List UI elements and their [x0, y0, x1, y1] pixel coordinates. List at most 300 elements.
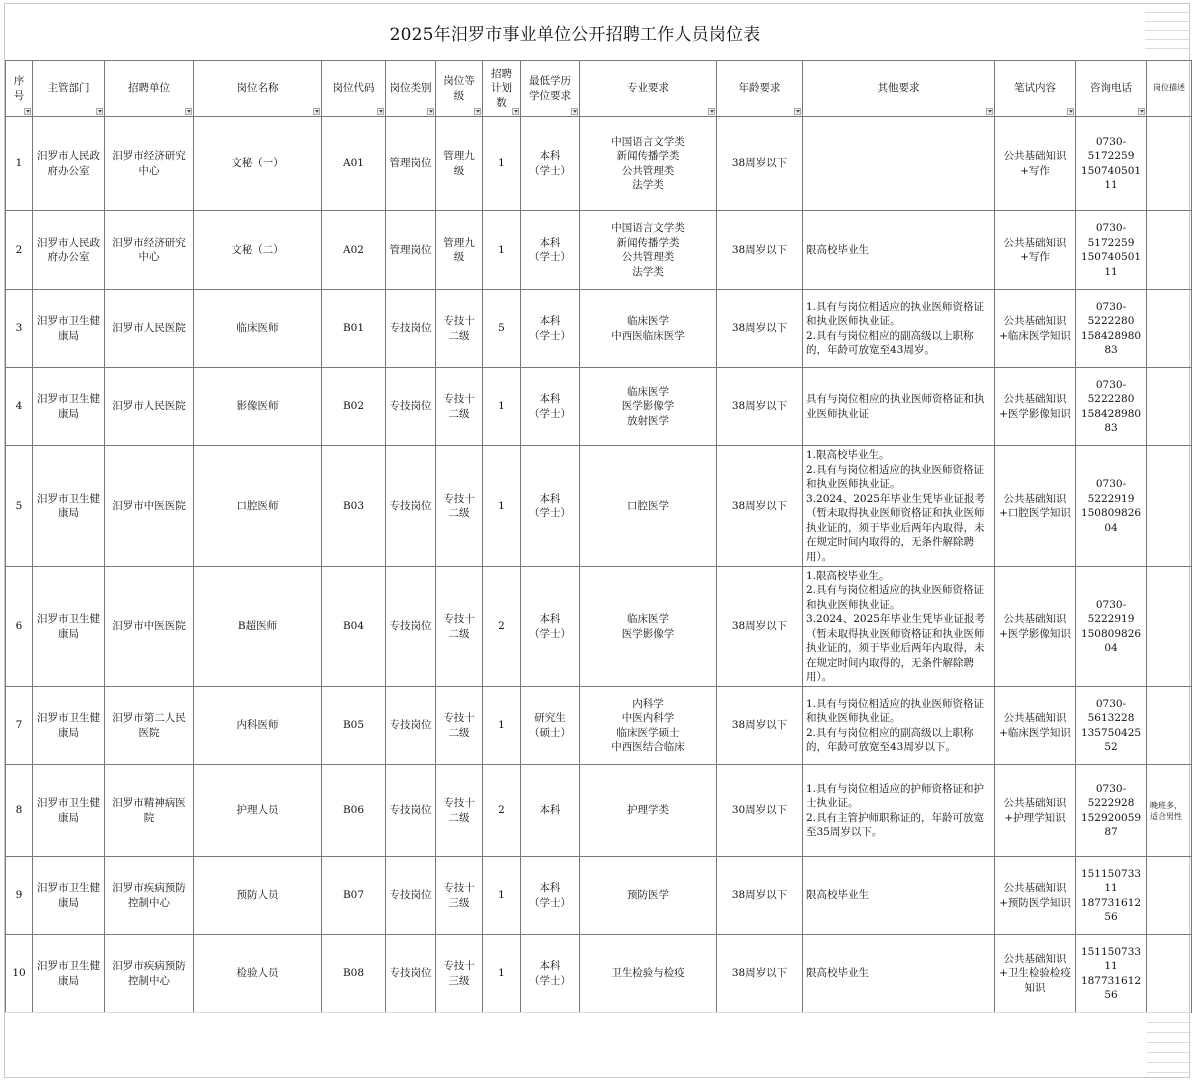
cell-exam — [995, 567, 1076, 687]
cell-text: 预防人员 — [236, 889, 279, 902]
cell-text: 汨罗市中医医院 — [112, 620, 186, 633]
cell-unit — [105, 211, 194, 290]
cell-phone — [1076, 117, 1147, 211]
cell-text: B03 — [342, 499, 365, 512]
cell-other — [803, 446, 995, 567]
cell-text: 口腔医学 — [627, 499, 669, 512]
filter-dropdown-icon[interactable] — [1138, 108, 1145, 115]
cell-edu — [521, 857, 580, 935]
cell-text: 本科 （学士） — [529, 150, 571, 177]
cell-major — [580, 211, 717, 290]
cell-text: 本科 （学士） — [529, 613, 571, 640]
cell-text: 汨罗市人民政府办公室 — [37, 150, 100, 177]
cell-text: 2 — [498, 804, 505, 817]
cell-text: 文秘（二） — [231, 243, 284, 256]
cell-other — [803, 687, 995, 765]
cell-type — [386, 290, 436, 368]
positions-table — [5, 60, 1192, 1013]
cell-text: 9 — [15, 889, 23, 902]
cell-edu — [521, 290, 580, 368]
cell-dept — [33, 290, 105, 368]
cell-other — [803, 567, 995, 687]
cell-age — [717, 368, 803, 446]
cell-text: 公共基础知识+医学影像知识 — [999, 393, 1071, 420]
cell-text: 公共基础知识+医学影像知识 — [999, 613, 1071, 640]
cell-major — [580, 290, 717, 368]
cell-grade — [436, 857, 483, 935]
cell-text: 中国语言文学类 新闻传播学类 公共管理类 法学类 — [611, 222, 685, 278]
cell-text: 晚班多，适合男性 — [1150, 800, 1182, 821]
cell-text: 限高校毕业生 — [806, 243, 869, 256]
cell-text: 文秘（一） — [231, 157, 284, 170]
cell-no — [6, 687, 33, 765]
cell-exam — [995, 290, 1076, 368]
cell-desc — [1147, 857, 1192, 935]
cell-major — [580, 117, 717, 211]
cell-phone — [1076, 446, 1147, 567]
cell-text: 0730- 5613228 13575042552 — [1080, 697, 1142, 753]
header-row — [6, 61, 1192, 117]
cell-text: 公共基础知识+写作 — [1003, 150, 1067, 177]
cell-text: 管理岗位 — [389, 243, 432, 256]
header-col-post-name — [194, 61, 322, 117]
sheet-corner-gridlines — [1147, 1013, 1191, 1079]
cell-text: 管理九级 — [443, 236, 475, 263]
cell-major — [580, 368, 717, 446]
cell-text: 卫生检验与检疫 — [611, 967, 685, 980]
filter-dropdown-icon[interactable] — [313, 108, 320, 115]
cell-post — [194, 935, 322, 1013]
cell-text: 1 — [498, 719, 505, 732]
cell-desc — [1147, 368, 1192, 446]
cell-text: 1.具有与岗位相适应的执业医师资格证和执业医师执业证。 2.具有与岗位相应的副高级以上职称的，年龄可放宽至43周岁。 — [806, 300, 985, 356]
cell-post — [194, 446, 322, 567]
cell-text: 本科 （学士） — [529, 960, 571, 987]
cell-text: 38周岁以下 — [731, 322, 788, 335]
cell-text: 公共基础知识+临床医学知识 — [999, 712, 1071, 739]
cell-age — [717, 117, 803, 211]
cell-text: 1.限高校毕业生。 2.具有与岗位相适应的执业医师资格证和执业医师执业证。 3.2024、2025年毕业生凭毕业证报考（暂未取得执业医师资格证和执业医师执业证的，须于毕业后两年内取得，未在规定时间内取得的，无条件解除聘用）。 — [806, 569, 985, 683]
cell-text: 0730- 5222919 15080982604 — [1080, 478, 1142, 534]
cell-type — [386, 117, 436, 211]
cell-text: 汨罗市人民医院 — [112, 322, 186, 335]
header-col-post-code — [322, 61, 386, 117]
sheet-corner-gridlines — [1145, 4, 1189, 60]
cell-text: 公共基础知识+口腔医学知识 — [999, 492, 1071, 519]
cell-text: 专技十二级 — [443, 315, 475, 342]
cell-text: 1 — [498, 400, 505, 413]
cell-phone — [1076, 857, 1147, 935]
cell-no — [6, 368, 33, 446]
cell-unit — [105, 765, 194, 857]
cell-text: 本科 （学士） — [529, 315, 571, 342]
cell-text: 本科 （学士） — [529, 236, 571, 263]
header-label: 序号 — [13, 75, 25, 102]
cell-text: B01 — [342, 322, 365, 335]
cell-age — [717, 567, 803, 687]
cell-no — [6, 290, 33, 368]
cell-unit — [105, 368, 194, 446]
cell-dept — [33, 368, 105, 446]
cell-post — [194, 857, 322, 935]
cell-desc — [1147, 290, 1192, 368]
cell-text: 公共基础知识+预防医学知识 — [999, 882, 1071, 909]
filter-dropdown-icon[interactable] — [1067, 108, 1074, 115]
table-row — [6, 368, 1192, 446]
cell-text: 汨罗市人民政府办公室 — [37, 236, 100, 263]
header-col-description — [1147, 61, 1192, 117]
cell-major — [580, 765, 717, 857]
cell-code — [322, 446, 386, 567]
cell-text: 7 — [15, 719, 23, 732]
cell-text: 专技岗位 — [389, 889, 432, 902]
header-col-exam — [995, 61, 1076, 117]
cell-unit — [105, 290, 194, 368]
header-col-major — [580, 61, 717, 117]
filter-dropdown-icon[interactable] — [96, 108, 103, 115]
cell-text: B04 — [342, 620, 365, 633]
cell-count — [483, 567, 521, 687]
cell-dept — [33, 211, 105, 290]
cell-text: 护理人员 — [236, 804, 279, 817]
cell-exam — [995, 446, 1076, 567]
cell-type — [386, 857, 436, 935]
cell-text: 10 — [12, 967, 26, 980]
cell-grade — [436, 211, 483, 290]
cell-text: 护理学类 — [627, 804, 669, 817]
cell-text: 汨罗市卫生健康局 — [37, 393, 100, 420]
cell-unit — [105, 446, 194, 567]
cell-text: 8 — [15, 804, 23, 817]
cell-text: 公共基础知识+卫生检验检疫知识 — [999, 952, 1071, 994]
cell-text: 汨罗市卫生健康局 — [37, 960, 100, 987]
cell-text: 汨罗市中医医院 — [112, 499, 186, 512]
table-row — [6, 567, 1192, 687]
cell-phone — [1076, 765, 1147, 857]
cell-desc — [1147, 446, 1192, 567]
cell-text: 汨罗市人民医院 — [112, 400, 186, 413]
cell-count — [483, 935, 521, 1013]
header-label: 岗位等级 — [443, 75, 475, 102]
cell-edu — [521, 117, 580, 211]
header-label: 专业要求 — [627, 82, 669, 95]
cell-text: 本科 （学士） — [529, 492, 571, 519]
cell-text: 专技十二级 — [443, 492, 475, 519]
cell-text: 1 — [498, 157, 505, 170]
cell-text: 汨罗市卫生健康局 — [37, 315, 100, 342]
header-col-department — [33, 61, 105, 117]
cell-text: B05 — [342, 719, 365, 732]
cell-count — [483, 446, 521, 567]
filter-dropdown-icon[interactable] — [474, 108, 481, 115]
cell-text: 专技十二级 — [443, 712, 475, 739]
cell-phone — [1076, 935, 1147, 1013]
cell-no — [6, 857, 33, 935]
filter-dropdown-icon[interactable] — [24, 108, 31, 115]
cell-text: 38周岁以下 — [731, 243, 788, 256]
cell-dept — [33, 857, 105, 935]
cell-text: 公共基础知识+写作 — [1003, 236, 1067, 263]
header-label: 招聘计划数 — [491, 67, 512, 109]
table-body — [6, 117, 1192, 1013]
cell-text: 专技岗位 — [389, 499, 432, 512]
cell-text: 专技十三级 — [443, 960, 475, 987]
cell-text: 内科医师 — [236, 719, 279, 732]
cell-code — [322, 567, 386, 687]
cell-no — [6, 117, 33, 211]
cell-text: 临床医学 中西医临床医学 — [611, 315, 685, 342]
filter-dropdown-icon[interactable] — [427, 108, 434, 115]
cell-text: 专技十二级 — [443, 613, 475, 640]
cell-age — [717, 290, 803, 368]
cell-text: 限高校毕业生 — [806, 889, 869, 902]
cell-text: 1 — [498, 499, 505, 512]
cell-text: 0730- 5222280 15842898083 — [1080, 300, 1142, 356]
header-label: 最低学历学位要求 — [529, 75, 571, 102]
table-row — [6, 857, 1192, 935]
cell-text: 2 — [498, 620, 505, 633]
cell-text: 0730- 5172259 15074050111 — [1080, 135, 1142, 191]
cell-text: 中国语言文学类 新闻传播学类 公共管理类 法学类 — [611, 135, 685, 191]
cell-count — [483, 290, 521, 368]
cell-edu — [521, 935, 580, 1013]
filter-dropdown-icon[interactable] — [708, 108, 715, 115]
filter-dropdown-icon[interactable] — [377, 108, 384, 115]
cell-text: 临床医师 — [236, 322, 279, 335]
cell-count — [483, 687, 521, 765]
cell-exam — [995, 368, 1076, 446]
header-label: 岗位描述 — [1153, 83, 1185, 93]
cell-text: 0730- 5222919 15080982604 — [1080, 598, 1142, 654]
cell-type — [386, 765, 436, 857]
header-col-age — [717, 61, 803, 117]
header-col-phone — [1076, 61, 1147, 117]
cell-text: 本科 （学士） — [529, 882, 571, 909]
cell-code — [322, 290, 386, 368]
cell-text: 专技岗位 — [389, 967, 432, 980]
header-label: 岗位名称 — [236, 82, 279, 95]
table-row — [6, 211, 1192, 290]
table-row — [6, 687, 1192, 765]
cell-text: 内科学 中医内科学 临床医学硕士 中西医结合临床 — [611, 697, 685, 753]
cell-text: 管理岗位 — [389, 157, 432, 170]
table-row — [6, 117, 1192, 211]
cell-text: 汨罗市疾病预防控制中心 — [112, 882, 186, 909]
cell-text: A02 — [343, 243, 364, 256]
cell-post — [194, 687, 322, 765]
cell-type — [386, 687, 436, 765]
cell-text: 0730- 5222928 15292005987 — [1080, 782, 1142, 838]
filter-dropdown-icon[interactable] — [986, 108, 993, 115]
cell-grade — [436, 567, 483, 687]
cell-text: 具有与岗位相应的执业医师资格证和执业医师执业证 — [806, 393, 985, 420]
cell-text: B07 — [342, 889, 365, 902]
cell-text: 38周岁以下 — [731, 620, 788, 633]
spreadsheet-sheet — [4, 3, 1190, 1078]
table-row — [6, 935, 1192, 1013]
cell-code — [322, 368, 386, 446]
cell-text: 专技十三级 — [443, 882, 475, 909]
cell-desc — [1147, 117, 1192, 211]
cell-desc — [1147, 567, 1192, 687]
cell-no — [6, 211, 33, 290]
cell-grade — [436, 368, 483, 446]
cell-phone — [1076, 567, 1147, 687]
cell-other — [803, 857, 995, 935]
cell-grade — [436, 935, 483, 1013]
cell-count — [483, 211, 521, 290]
cell-text: 汨罗市卫生健康局 — [37, 797, 100, 824]
cell-text: B超医师 — [237, 620, 278, 633]
cell-text: B02 — [342, 400, 365, 413]
cell-dept — [33, 935, 105, 1013]
header-label: 岗位代码 — [332, 82, 375, 95]
header-col-post-grade — [436, 61, 483, 117]
empty-sheet-area — [5, 1012, 1191, 1079]
cell-age — [717, 687, 803, 765]
cell-text: 6 — [15, 620, 23, 633]
cell-phone — [1076, 290, 1147, 368]
cell-count — [483, 765, 521, 857]
cell-post — [194, 368, 322, 446]
filter-dropdown-icon[interactable] — [185, 108, 192, 115]
cell-grade — [436, 687, 483, 765]
cell-type — [386, 368, 436, 446]
cell-text: 管理九级 — [443, 150, 475, 177]
cell-phone — [1076, 368, 1147, 446]
cell-major — [580, 935, 717, 1013]
cell-text: 30周岁以下 — [731, 804, 788, 817]
cell-text: 汨罗市卫生健康局 — [37, 613, 100, 640]
cell-code — [322, 117, 386, 211]
table-row — [6, 765, 1192, 857]
cell-no — [6, 765, 33, 857]
cell-post — [194, 117, 322, 211]
cell-text: 汨罗市第二人民医院 — [112, 712, 186, 739]
cell-unit — [105, 687, 194, 765]
cell-text: 汨罗市卫生健康局 — [37, 882, 100, 909]
cell-code — [322, 857, 386, 935]
cell-text: 汨罗市经济研究中心 — [112, 150, 186, 177]
cell-text: 专技岗位 — [389, 620, 432, 633]
cell-code — [322, 687, 386, 765]
cell-grade — [436, 290, 483, 368]
cell-text: 1.具有与岗位相适应的执业医师资格证和执业医师执业证。 2.具有与岗位相应的副高级以上职称的，年龄可放宽至43周岁以下。 — [806, 697, 985, 753]
cell-text: 5 — [15, 499, 23, 512]
cell-major — [580, 857, 717, 935]
header-label: 招聘单位 — [128, 82, 170, 95]
header-col-education — [521, 61, 580, 117]
cell-text: 38周岁以下 — [731, 719, 788, 732]
header-col-employer — [105, 61, 194, 117]
cell-other — [803, 211, 995, 290]
cell-text: 限高校毕业生 — [806, 967, 869, 980]
cell-unit — [105, 117, 194, 211]
cell-text: 5 — [498, 322, 505, 335]
cell-age — [717, 765, 803, 857]
cell-edu — [521, 687, 580, 765]
cell-text: 影像医师 — [236, 400, 279, 413]
cell-post — [194, 211, 322, 290]
cell-text: 公共基础知识+临床医学知识 — [999, 315, 1071, 342]
cell-code — [322, 765, 386, 857]
cell-exam — [995, 687, 1076, 765]
cell-text: 专技岗位 — [389, 322, 432, 335]
cell-edu — [521, 446, 580, 567]
cell-text: 专技岗位 — [389, 719, 432, 732]
cell-exam — [995, 765, 1076, 857]
cell-text: B08 — [342, 967, 365, 980]
cell-type — [386, 446, 436, 567]
cell-text: A01 — [343, 157, 364, 170]
cell-age — [717, 935, 803, 1013]
cell-text: 1 — [498, 889, 505, 902]
cell-edu — [521, 211, 580, 290]
cell-text: 口腔医师 — [236, 499, 279, 512]
cell-age — [717, 211, 803, 290]
header-label: 咨询电话 — [1090, 82, 1132, 95]
cell-grade — [436, 117, 483, 211]
cell-text: 临床医学 医学影像学 放射医学 — [621, 385, 675, 427]
cell-text: 3 — [15, 322, 23, 335]
cell-text: 专技十二级 — [443, 393, 475, 420]
cell-other — [803, 935, 995, 1013]
cell-text: 检验人员 — [236, 967, 279, 980]
cell-text: 15115073311 18773161256 — [1080, 867, 1142, 923]
cell-edu — [521, 368, 580, 446]
cell-text: 临床医学 医学影像学 — [621, 613, 675, 640]
cell-age — [717, 446, 803, 567]
cell-dept — [33, 567, 105, 687]
cell-text: 汨罗市疾病预防控制中心 — [112, 960, 186, 987]
cell-text: 38周岁以下 — [731, 499, 788, 512]
filter-dropdown-icon[interactable] — [512, 108, 519, 115]
cell-text: 专技岗位 — [389, 400, 432, 413]
cell-no — [6, 446, 33, 567]
cell-other — [803, 290, 995, 368]
cell-grade — [436, 446, 483, 567]
cell-exam — [995, 211, 1076, 290]
cell-text: 本科 — [539, 804, 561, 817]
header-col-post-type — [386, 61, 436, 117]
cell-phone — [1076, 211, 1147, 290]
cell-dept — [33, 687, 105, 765]
cell-unit — [105, 567, 194, 687]
cell-grade — [436, 765, 483, 857]
cell-major — [580, 446, 717, 567]
cell-code — [322, 935, 386, 1013]
cell-count — [483, 117, 521, 211]
cell-desc — [1147, 765, 1192, 857]
cell-desc — [1147, 935, 1192, 1013]
cell-other — [803, 117, 995, 211]
cell-exam — [995, 857, 1076, 935]
cell-text: 1 — [15, 157, 23, 170]
cell-text: 2 — [15, 243, 23, 256]
table-title: 2025年汨罗市事业单位公开招聘工作人员岗位表 — [389, 24, 761, 45]
cell-text: 预防医学 — [627, 889, 669, 902]
cell-text: B06 — [342, 804, 365, 817]
cell-type — [386, 935, 436, 1013]
filter-dropdown-icon[interactable] — [794, 108, 801, 115]
cell-desc — [1147, 687, 1192, 765]
cell-text: 38周岁以下 — [731, 967, 788, 980]
header-col-other — [803, 61, 995, 117]
filter-dropdown-icon[interactable] — [571, 108, 578, 115]
cell-text: 汨罗市经济研究中心 — [112, 236, 186, 263]
cell-text: 专技岗位 — [389, 804, 432, 817]
table-row — [6, 446, 1192, 567]
